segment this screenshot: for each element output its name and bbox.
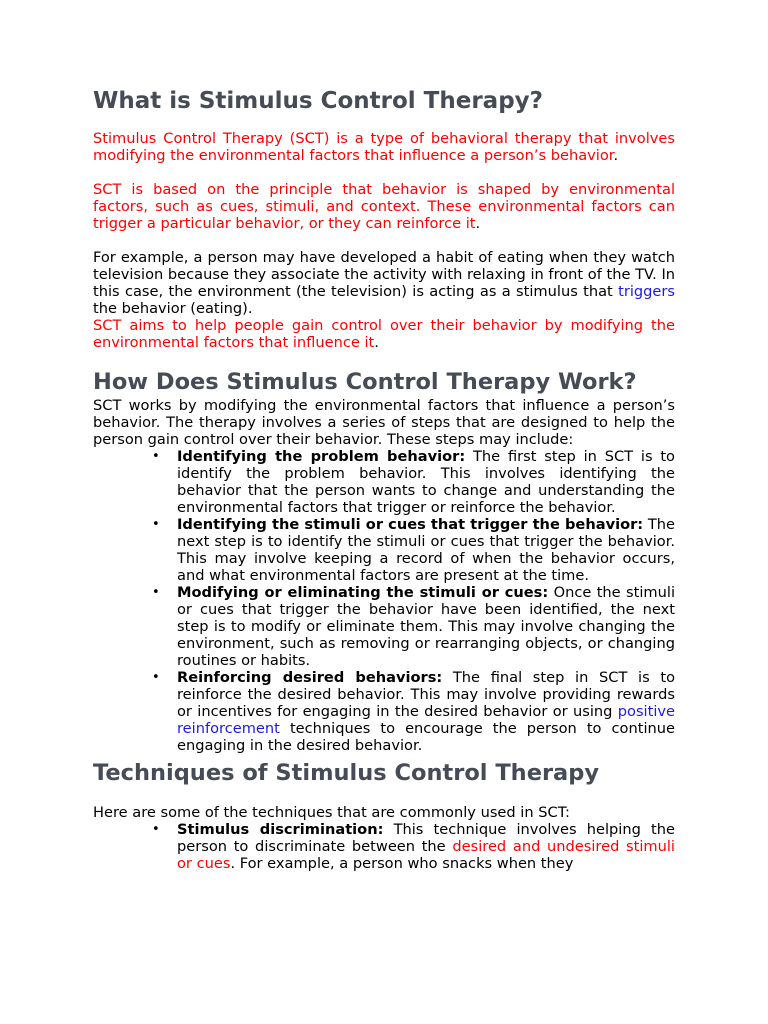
bullet-icon: • [152, 449, 160, 464]
bullet-icon: • [152, 585, 160, 600]
aim-paragraph: SCT aims to help people gain control over their behavior by modifying the environmental factors that influence it. [93, 317, 675, 351]
highlighted-text: SCT aims to help people gain control over their behavior by modifying the environmental factors that influence it [93, 317, 675, 351]
highlighted-text: SCT is based on the principle that behavior is shaped by environmental factors, such as cues, stimuli, and context. These environmental factors can trigger a particular behavior, or they can reinforce it [93, 181, 675, 232]
list-item: • Reinforcing desired behaviors: The final step in SCT is to reinforce the desired behavior. This may involve providing rewards or incentives for engaging in the desired behavior or using positive reinforcement techniques to encourage the person to continue engaging in the desired behavior. [152, 669, 675, 754]
bullet-icon: • [152, 822, 160, 837]
techniques-intro-paragraph: Here are some of the techniques that are commonly used in SCT: [93, 804, 570, 821]
page-title: What is Stimulus Control Therapy? [93, 88, 543, 114]
triggers-link[interactable]: triggers [618, 283, 675, 300]
principle-paragraph: SCT is based on the principle that behavior is shaped by environmental factors, such as cues, stimuli, and context. These environmental factors can trigger a particular behavior, or they can reinforce it. [93, 181, 675, 232]
highlighted-text: desired and undesired stimuli or cues [177, 838, 675, 872]
bullet-icon: • [152, 517, 160, 532]
intro-paragraph: Stimulus Control Therapy (SCT) is a type of behavioral therapy that involves modifying the environmental factors that influence a person’s behavior. [93, 130, 675, 164]
bullet-icon: • [152, 670, 160, 685]
positive-reinforcement-link[interactable]: positive reinforcement [177, 703, 675, 737]
highlighted-text: Stimulus Control Therapy (SCT) is a type of behavioral therapy that involves modifying the environmental factors that influence a person’s behavior [93, 130, 675, 164]
techniques-list [93, 821, 675, 872]
example-paragraph: For example, a person may have developed a habit of eating when they watch television because they associate the activity with relaxing in front of the TV. In this case, the environment (the television) is acting as a stimulus that triggers the behavior (eating). [93, 249, 675, 317]
how-it-works-paragraph: SCT works by modifying the environmental factors that influence a person’s behavior. The therapy involves a series of steps that are designed to help the person gain control over their behavior. These steps may include: [93, 397, 675, 448]
steps-list [93, 448, 675, 754]
section-heading-techniques: Techniques of Stimulus Control Therapy [93, 760, 600, 786]
document-body [93, 86, 675, 872]
list-item: • Modifying or eliminating the stimuli or cues: Once the stimuli or cues that trigger the behavior have been identified, the next step is to modify or eliminate them. This may involve changing the environment, such as removing or rearranging objects, or changing routines or habits. [152, 584, 675, 669]
list-item: • Identifying the stimuli or cues that trigger the behavior: The next step is to identify the stimuli or cues that trigger the behavior. This may involve keeping a record of when the behavior occurs, and what environmental factors are present at the time. [152, 516, 675, 584]
list-item: • Stimulus discrimination: This technique involves helping the person to discriminate between the desired and undesired stimuli or cues. For example, a person who snacks when they [152, 821, 675, 872]
list-item: • Identifying the problem behavior: The first step in SCT is to identify the problem behavior. This involves identifying the behavior that the person wants to change and understanding the environmental factors that trigger or reinforce the behavior. [152, 448, 675, 516]
section-heading-how-it-works: How Does Stimulus Control Therapy Work? [93, 369, 637, 395]
